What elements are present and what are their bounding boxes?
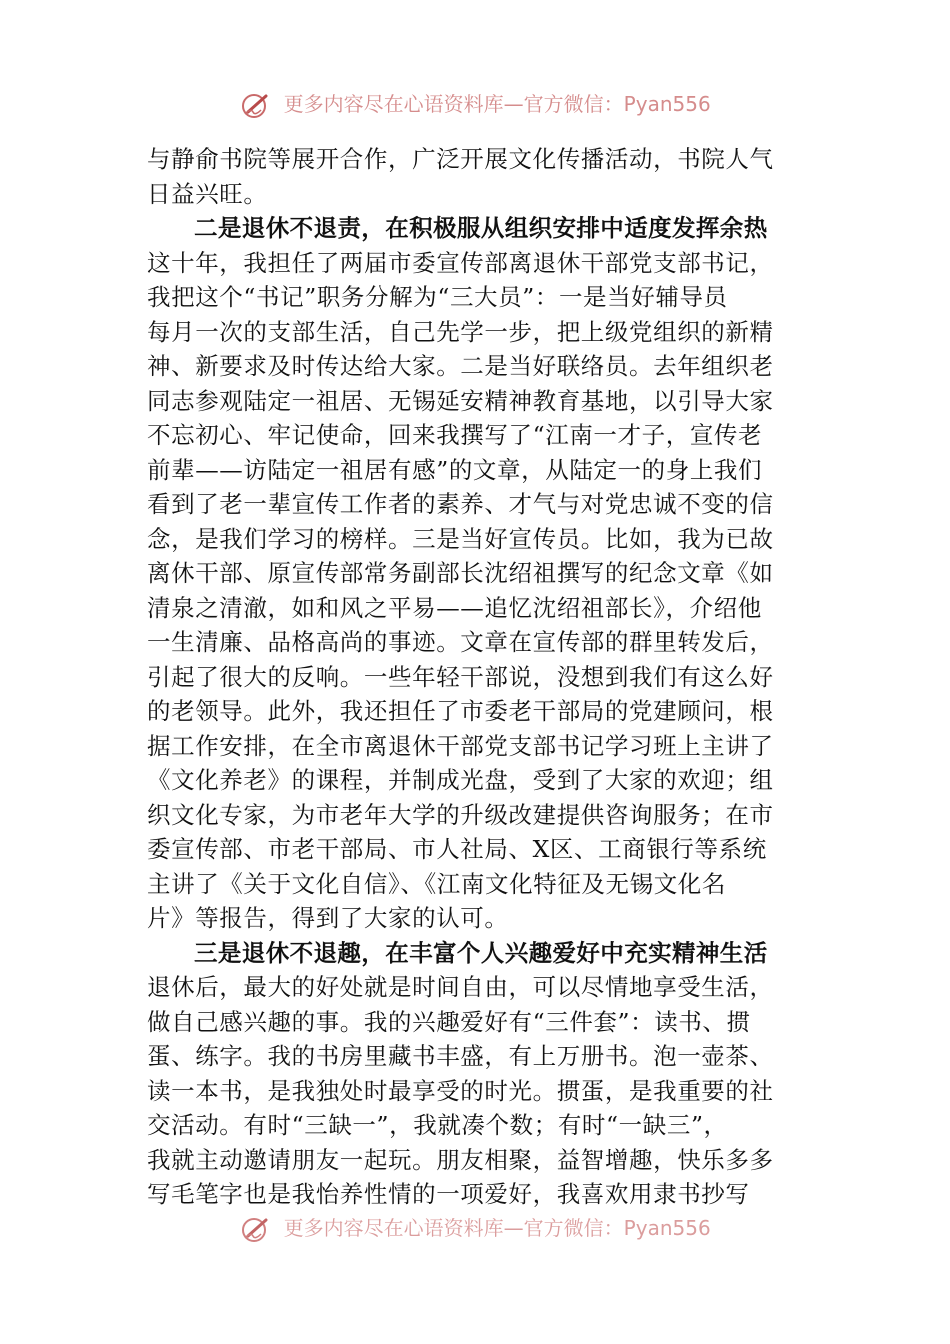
- text-line: 的老领导。此外，我还担任了市委老干部局的党建顾问，根: [147, 697, 774, 725]
- text-line: 日益兴旺。: [147, 179, 268, 208]
- text-line: 每月一次的支部生活，自己先学一步，把上级党组织的新精: [147, 317, 774, 346]
- text-line: 与静俞书院等展开合作，广泛开展文化传播活动，书院人气: [147, 145, 774, 173]
- text-line: 写毛笔字也是我怡养性情的一项爱好，我喜欢用隶书抄写: [147, 1180, 750, 1208]
- text-line: 退休后，最大的好处就是时间自由，可以尽情地享受生活，: [147, 973, 774, 1001]
- document-body: [147, 142, 809, 1212]
- text-line: 这十年，我担任了两届市委宣传部离退休干部党支部书记，: [147, 248, 774, 277]
- text-line: 我把这个“书记”职务分解为“三大员”：一是当好辅导员: [147, 283, 728, 311]
- text-line: 神、新要求及时传达给大家。二是当好联络员。去年组织老: [147, 352, 774, 380]
- text-line: 不忘初心、牢记使命，回来我撰写了“江南一才子，宣传老: [147, 421, 763, 449]
- text-line: 做自己感兴趣的事。我的兴趣爱好有“三件套”：读书、掼: [147, 1007, 751, 1036]
- pen-logo-icon: [239, 1216, 273, 1244]
- watermark-footer: [0, 1212, 950, 1244]
- text-line: 我就主动邀请朋友一起玩。朋友相聚，益智增趣，快乐多多: [147, 1145, 774, 1174]
- text-line: 一生清廉、品格高尚的事迹。文章在宣传部的群里转发后，: [147, 628, 774, 656]
- text-line: 同志参观陆定一祖居、无锡延安精神教育基地，以引导大家: [147, 386, 774, 415]
- text-line: 主讲了《关于文化自信》、《江南文化特征及无锡文化名: [147, 869, 726, 898]
- text-line: 离休干部、原宣传部常务副部长沈绍祖撰写的纪念文章《如: [147, 559, 774, 587]
- watermark-header-text: 更多内容尽在心语资料库—官方微信：Pyan556: [283, 92, 711, 116]
- text-line: 清泉之清澈，如和风之平易——追忆沈绍祖部长》，介绍他: [147, 593, 762, 622]
- text-line: 读一本书，是我独处时最享受的时光。掼蛋，是我重要的社: [147, 1076, 774, 1105]
- text-line: 据工作安排，在全市离退休干部党支部书记学习班上主讲了: [147, 731, 774, 760]
- text-line: 《文化养老》的课程，并制成光盘，受到了大家的欢迎；组: [147, 766, 774, 794]
- text-line: 念，是我们学习的榜样。三是当好宣传员。比如，我为已故: [147, 524, 774, 553]
- pen-logo-icon: [239, 92, 273, 120]
- text-line: 委宣传部、市老干部局、市人社局、X区、工商银行等系统: [147, 835, 767, 863]
- text-line: 片》等报告，得到了大家的认可。: [147, 904, 509, 932]
- watermark-header: [0, 88, 950, 120]
- text-line: 看到了老一辈宣传工作者的素养、才气与对党忠诚不变的信: [147, 490, 774, 518]
- watermark-footer-text: 更多内容尽在心语资料库—官方微信：Pyan556: [283, 1216, 711, 1240]
- text-line: 织文化专家，为市老年大学的升级改建提供咨询服务；在市: [147, 800, 774, 829]
- section-heading: 三是退休不退趣，在丰富个人兴趣爱好中充实精神生活: [194, 938, 768, 967]
- section-heading: 二是退休不退责，在积极服从组织安排中适度发挥余热: [194, 214, 768, 242]
- text-line: 蛋、练字。我的书房里藏书丰盛，有上万册书。泡一壶茶、: [147, 1042, 774, 1070]
- text-line: 引起了很大的反响。一些年轻干部说，没想到我们有这么好: [147, 662, 774, 691]
- text-line: 交活动。有时“三缺一”，我就凑个数；有时“一缺三”，: [147, 1111, 728, 1139]
- text-line: 前辈——访陆定一祖居有感”的文章，从陆定一的身上我们: [147, 455, 763, 484]
